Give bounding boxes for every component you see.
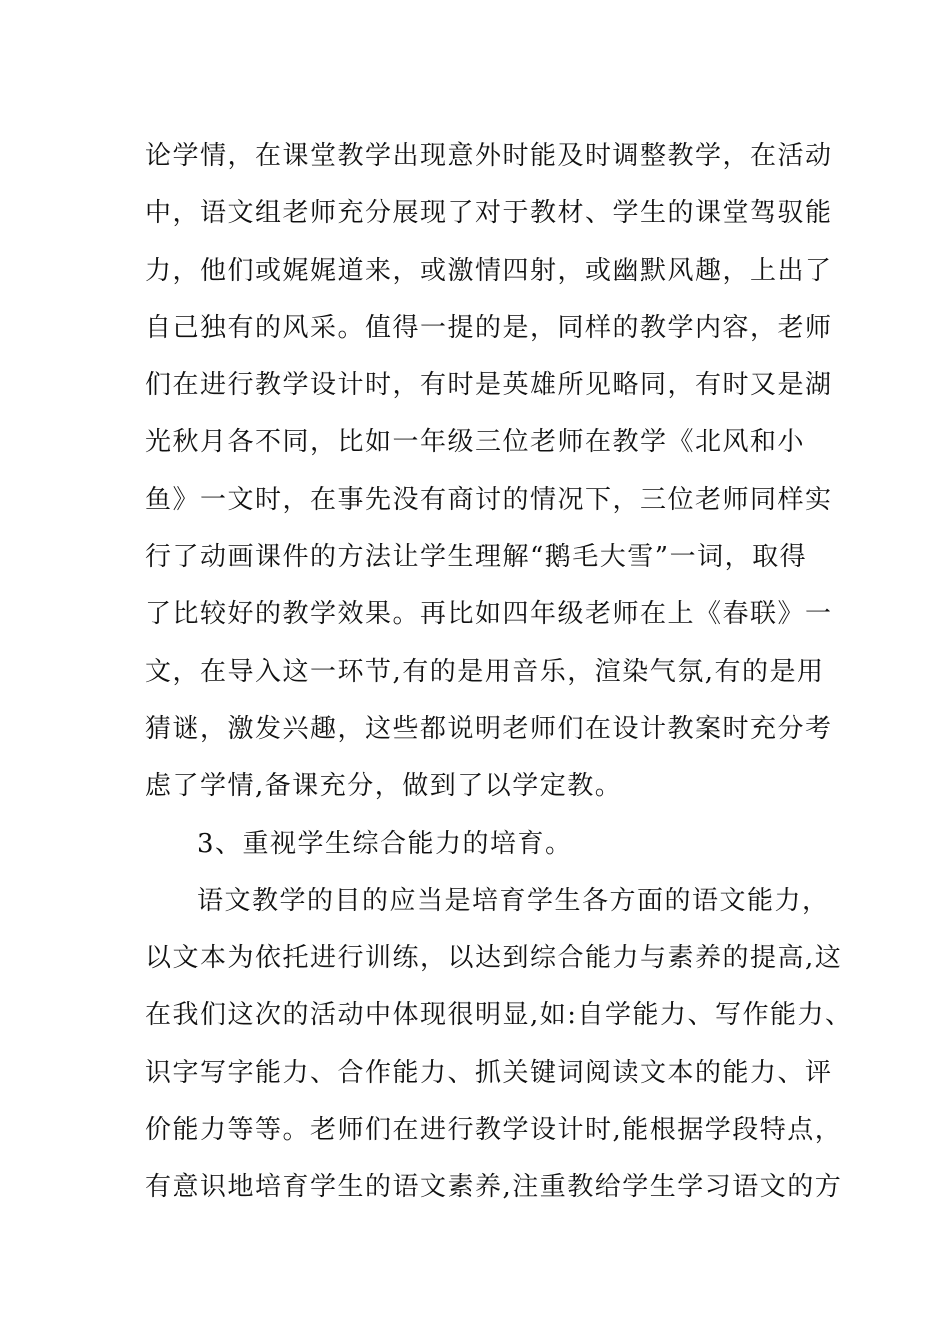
paragraph-line: 力，他们或娓娓道来，或激情四射，或幽默风趣，上出了 <box>145 255 833 286</box>
paragraph-line: 了比较好的教学效果。再比如四年级老师在上《春联》一 <box>145 599 833 630</box>
document-body <box>145 128 853 1217</box>
paragraph-line: 文，在导入这一环节,有的是用音乐，渲染气氛,有的是用 <box>145 656 825 687</box>
paragraph-line: 中，语文组老师充分展现了对于教材、学生的课堂驾驭能 <box>145 198 833 229</box>
paragraph-line: 光秋月各不同，比如一年级三位老师在教学《北风和小 <box>145 427 806 458</box>
paragraph-line: 有意识地培育学生的语文素养,注重教给学生学习语文的方 <box>145 1172 843 1203</box>
paragraph-line: 在我们这次的活动中体现很明显,如:自学能力、写作能力、 <box>145 1000 853 1031</box>
paragraph-line: 虑了学情,备课充分，做到了以学定教。 <box>145 771 623 802</box>
paragraph-line: 鱼》一文时，在事先没有商讨的情况下，三位老师同样实 <box>145 484 833 515</box>
paragraph-line: 语文教学的目的应当是培育学生各方面的语文能力， <box>197 885 830 916</box>
paragraph-line: 识字写字能力、合作能力、抓关键词阅读文本的能力、评 <box>145 1057 833 1088</box>
paragraph-line: 行了动画课件的方法让学生理解“鹅毛大雪”一词，取得 <box>145 542 808 573</box>
paragraph-line: 以文本为依托进行训练，以达到综合能力与素养的提高,这 <box>145 943 843 974</box>
section-heading: 3、重视学生综合能力的培育。 <box>197 828 573 859</box>
paragraph-line: 自己独有的风采。值得一提的是，同样的教学内容，老师 <box>145 312 833 343</box>
paragraph-line: 价能力等等。老师们在进行教学设计时,能根据学段特点， <box>145 1115 843 1146</box>
paragraph-line: 猜谜，激发兴趣，这些都说明老师们在设计教案时充分考 <box>145 713 833 744</box>
paragraph-line: 论学情，在课堂教学出现意外时能及时调整教学，在活动 <box>145 141 833 171</box>
paragraph-line: 们在进行教学设计时，有时是英雄所见略同，有时又是湖 <box>145 370 833 401</box>
